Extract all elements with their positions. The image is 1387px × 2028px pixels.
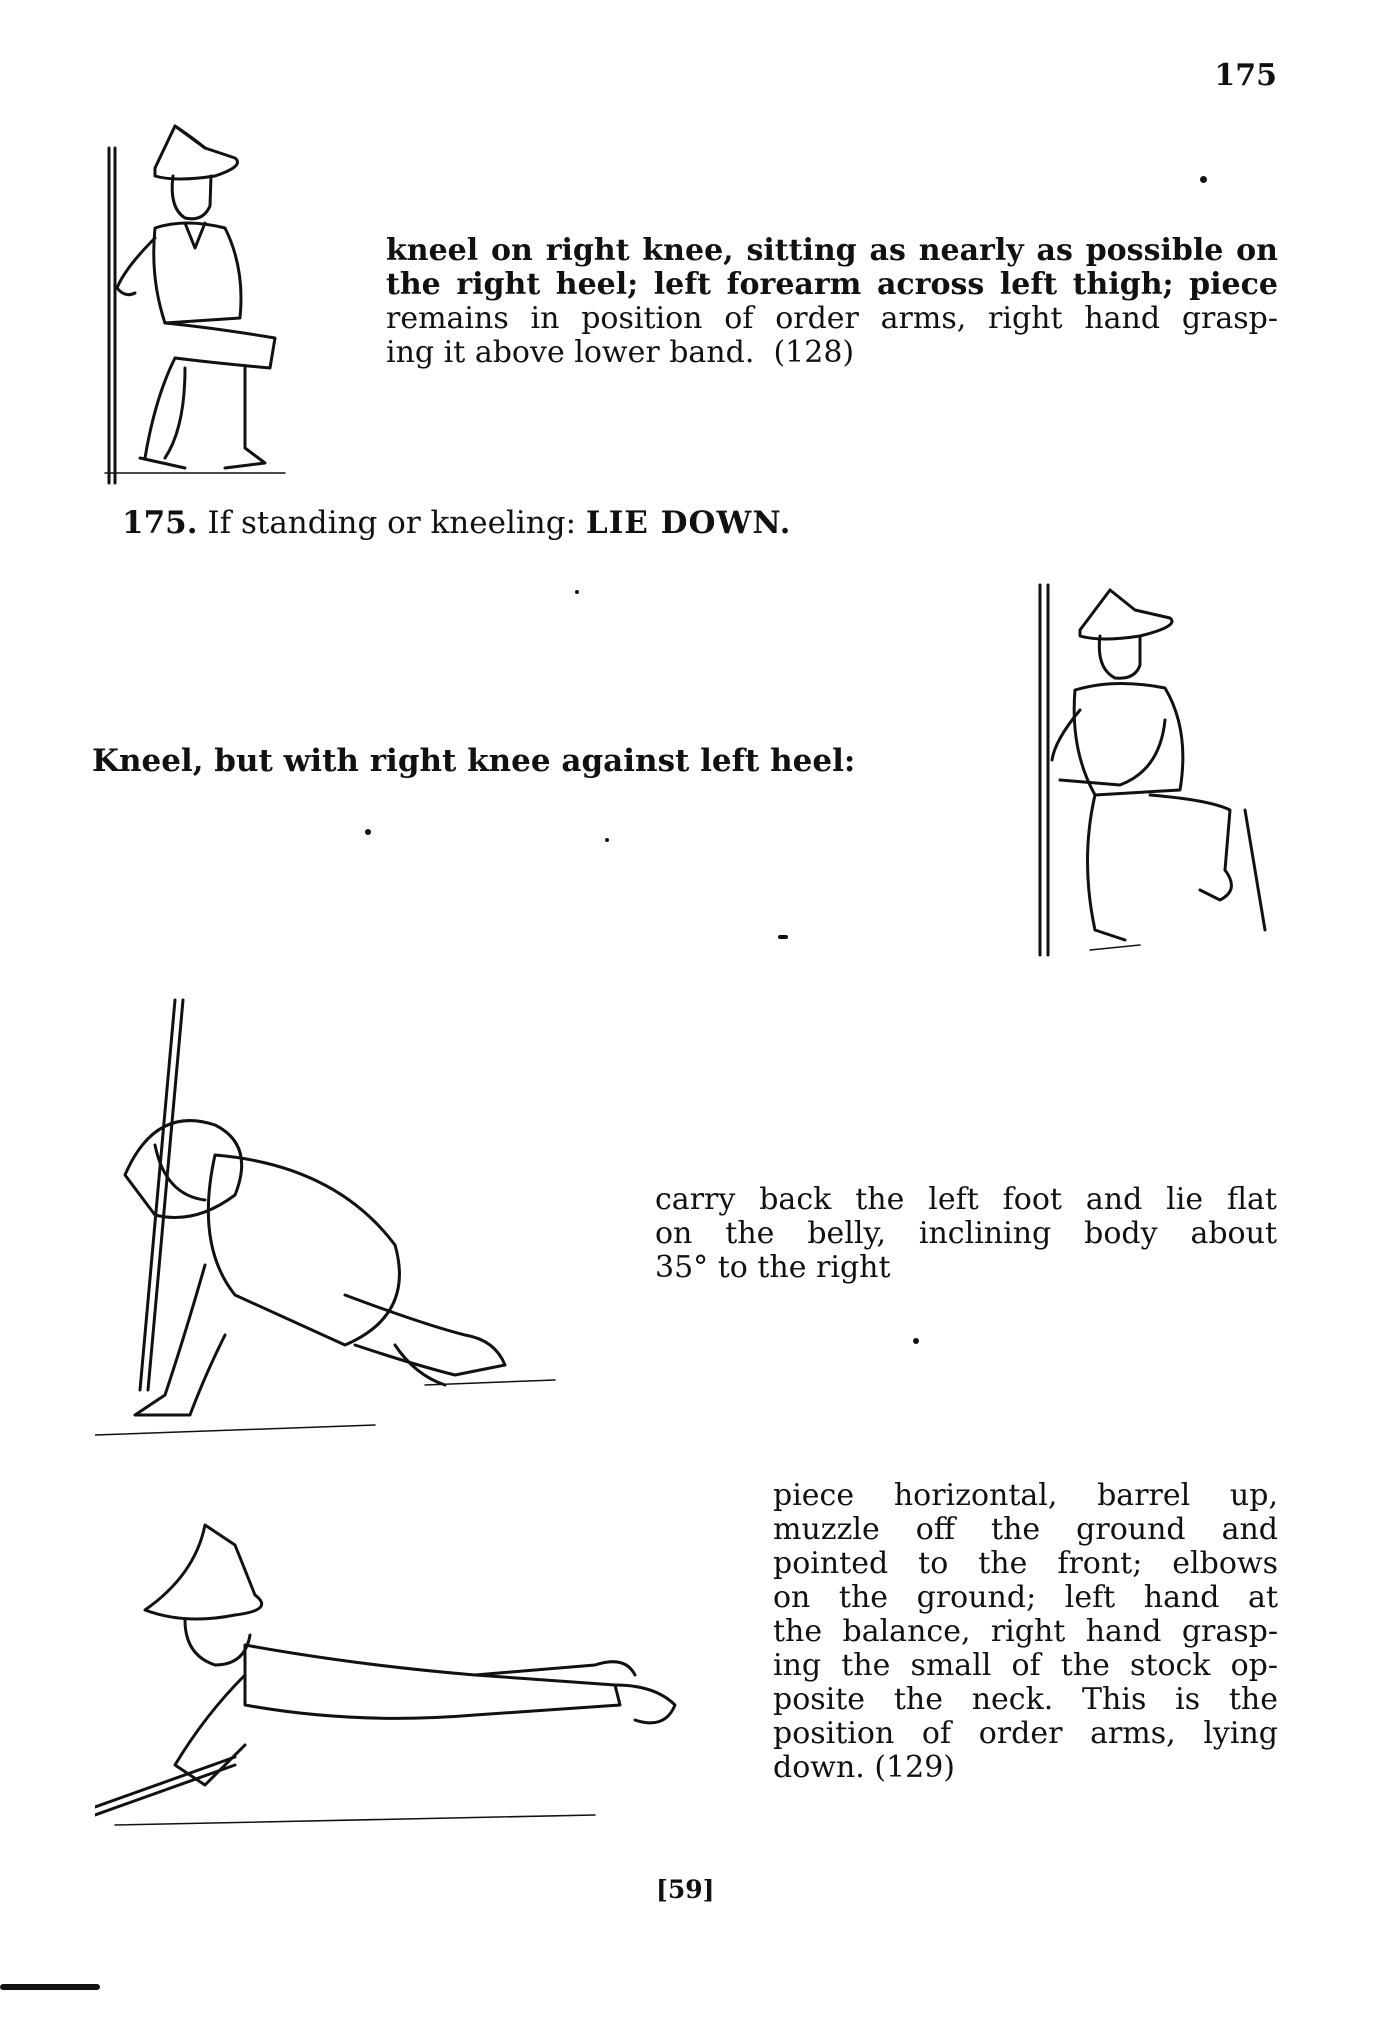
carry-line-3: 35° to the right	[655, 1250, 891, 1285]
scan-speck	[0, 1984, 100, 1990]
piece-line-1: piece horizontal, barrel up,	[773, 1478, 1278, 1513]
kneel-line-4: ing it above lower band.	[386, 335, 755, 370]
page-number: 175	[1214, 58, 1277, 93]
section-number: 175.	[122, 505, 198, 541]
section-175-heading	[122, 505, 791, 541]
scan-speck	[575, 590, 579, 594]
carry-line-2: on the belly, inclining body about	[655, 1216, 1277, 1251]
piece-horizontal-paragraph	[773, 1479, 1278, 1785]
scan-speck	[365, 829, 371, 835]
piece-line-2: muzzle off the ground and	[773, 1512, 1278, 1547]
kneel-line-1: kneel on right knee, sitting as nearly as possible on	[386, 233, 1278, 268]
piece-line-6: ing the small of the stock op-	[773, 1648, 1278, 1683]
kneeling-soldier-illustration	[95, 118, 295, 488]
piece-line-5: the balance, right hand grasp-	[773, 1614, 1278, 1649]
piece-line-8: position of order arms, lying	[773, 1716, 1278, 1751]
prone-transition-soldier-illustration	[95, 995, 565, 1465]
kneel-line-2: the right heel; left forearm across left thigh; piece	[386, 267, 1278, 302]
scan-speck	[778, 935, 788, 939]
kneel-line-3: remains in position of order arms, right hand grasp-	[386, 301, 1278, 336]
kneel-instructions-paragraph	[386, 234, 1278, 370]
piece-line-7: posite the neck. This is the	[773, 1682, 1278, 1717]
carry-line-1: carry back the left foot and lie flat	[655, 1182, 1277, 1217]
kneeling-heel-soldier-illustration	[1000, 570, 1280, 970]
section-command: LIE DOWN.	[585, 505, 792, 541]
piece-line-9: down. (129)	[773, 1750, 956, 1785]
piece-line-3: pointed to the front; elbows	[773, 1546, 1278, 1581]
carry-back-paragraph	[655, 1183, 1277, 1285]
scan-speck	[1200, 176, 1207, 183]
section-condition: If standing or kneeling:	[207, 505, 577, 541]
kneel-reference: (128)	[773, 335, 855, 370]
kneel-heel-instruction: Kneel, but with right knee against left heel:	[92, 743, 856, 779]
footer-page-label: [59]	[656, 1875, 715, 1904]
piece-line-4: on the ground; left hand at	[773, 1580, 1278, 1615]
lying-down-soldier-illustration	[95, 1515, 695, 1845]
scan-speck	[913, 1338, 919, 1344]
scan-speck	[605, 838, 609, 842]
